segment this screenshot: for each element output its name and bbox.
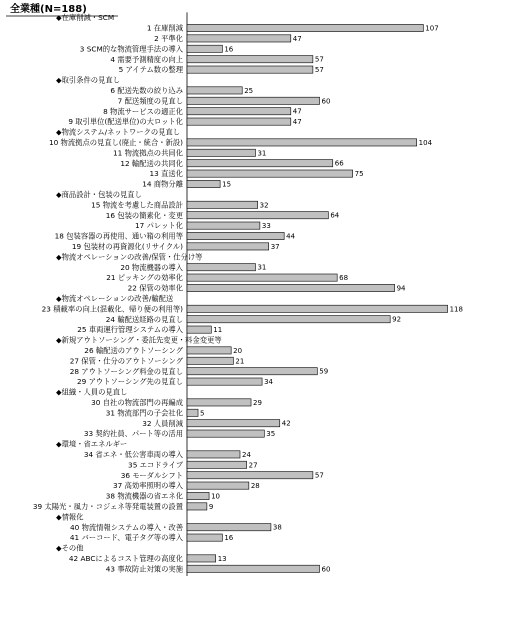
bar xyxy=(187,264,255,271)
category-label: 23 積載率の向上(混載化、帰り便の利用等) xyxy=(41,304,183,314)
group-label: ◆商品設計・包装の見直し xyxy=(56,190,142,199)
data-label: 11 xyxy=(213,326,223,335)
group-label: ◆物流システム/ネットワークの見直し xyxy=(56,127,181,137)
group-label: ◆環境・省エネルギー xyxy=(56,439,128,449)
category-label: 18 包装容器の再使用、通い箱の利用等 xyxy=(54,231,183,241)
data-label: 16 xyxy=(224,45,234,54)
bar xyxy=(187,565,320,572)
data-label: 60 xyxy=(321,565,331,574)
bar xyxy=(187,222,260,229)
category-label: 16 包装の簡素化・変更 xyxy=(105,210,183,220)
category-label: 30 自社の物流部門の再編成 xyxy=(91,398,183,407)
category-label: 22 保管の効率化 xyxy=(127,283,183,293)
bar xyxy=(187,305,448,312)
category-label: 6 配送先数の絞り込み xyxy=(110,86,183,95)
bar xyxy=(187,378,262,385)
category-label: 20 物流機器の導入 xyxy=(120,262,183,272)
category-label: 43 事故防止対策の実施 xyxy=(105,564,183,574)
bar xyxy=(187,170,353,177)
group-label: ◆情報化 xyxy=(56,512,84,522)
category-label: 3 SCM的な物流管理手法の導入 xyxy=(79,44,183,54)
bar xyxy=(187,45,222,52)
data-label: 37 xyxy=(270,242,280,251)
bar xyxy=(187,118,291,125)
category-label: 25 車両運行管理システムの導入 xyxy=(77,325,183,335)
category-label: 36 モーダルシフト xyxy=(120,470,183,480)
category-label: 13 直送化 xyxy=(149,169,183,179)
bar xyxy=(187,284,395,291)
data-label: 28 xyxy=(250,482,260,491)
group-label: ◆取引条件の見直し xyxy=(56,75,120,85)
bar xyxy=(187,430,264,437)
data-label: 32 xyxy=(259,201,269,210)
category-label: 32 人員削減 xyxy=(142,418,183,428)
bar xyxy=(187,357,233,364)
bar xyxy=(187,212,328,219)
data-label: 57 xyxy=(314,55,324,64)
category-label: 8 物流サービスの適正化 xyxy=(103,106,183,116)
data-label: 64 xyxy=(330,211,340,220)
bar xyxy=(187,555,216,562)
bar xyxy=(187,451,240,458)
category-label: 21 ピッキングの効率化 xyxy=(106,273,183,283)
rows-layer xyxy=(33,13,463,573)
data-label: 42 xyxy=(281,419,291,428)
bar xyxy=(187,56,313,63)
bar xyxy=(187,503,207,510)
category-label: 4 需要予測精度の向上 xyxy=(110,54,183,64)
bar xyxy=(187,97,320,104)
category-label: 41 バーコード、電子タグ等の導入 xyxy=(69,533,183,543)
bar xyxy=(187,274,337,281)
bar xyxy=(187,243,269,250)
category-label: 12 輸配送の共同化 xyxy=(120,158,183,168)
category-label: 31 物流部門の子会社化 xyxy=(105,408,183,418)
bar xyxy=(187,87,242,94)
data-label: 118 xyxy=(449,305,463,314)
group-label: ◆物流オペレーションの改善/保管・仕分け等 xyxy=(56,252,203,262)
bar xyxy=(187,66,313,73)
bar xyxy=(187,524,271,531)
bar xyxy=(187,368,317,375)
category-label: 39 太陽光・風力・コジェネ等発電装置の設置 xyxy=(32,502,183,511)
category-label: 37 高効率照明の導入 xyxy=(113,481,183,491)
data-label: 92 xyxy=(392,315,402,324)
group-label: ◆在庫削減・SCM xyxy=(56,13,115,23)
data-label: 68 xyxy=(339,274,349,283)
data-label: 75 xyxy=(354,170,364,179)
category-label: 29 アウトソーシング先の見直し xyxy=(77,377,183,387)
bar xyxy=(187,149,255,156)
category-label: 5 アイテム数の整理 xyxy=(118,65,183,75)
data-label: 21 xyxy=(235,357,245,366)
data-label: 10 xyxy=(211,492,221,501)
category-label: 34 省エネ・低公害車両の導入 xyxy=(83,450,183,459)
data-label: 107 xyxy=(425,24,439,33)
bar xyxy=(187,482,249,489)
data-label: 27 xyxy=(248,461,258,470)
bar xyxy=(187,472,313,479)
group-label: ◆新規アウトソーシング・委託先変更・料金変更等 xyxy=(56,335,222,345)
data-label: 57 xyxy=(314,471,324,480)
data-label: 29 xyxy=(253,398,262,407)
bar xyxy=(187,316,390,323)
category-label: 38 物流機器の省エネ化 xyxy=(105,491,183,501)
category-label: 27 保管・仕分のアウトソーシング xyxy=(69,356,183,366)
category-label: 42 ABCによるコスト管理の高度化 xyxy=(68,554,183,563)
category-label: 24 輸配送経路の見直し xyxy=(105,314,183,324)
bar xyxy=(187,35,291,42)
category-label: 11 物流拠点の共同化 xyxy=(113,148,183,158)
category-label: 17 パレット化 xyxy=(134,221,183,231)
category-label: 1 在庫削減 xyxy=(146,23,183,33)
category-label: 2 平準化 xyxy=(154,34,183,43)
data-label: 33 xyxy=(261,222,271,231)
category-label: 28 アウトソーシング料金の見直し xyxy=(69,366,183,376)
category-label: 14 商物分離 xyxy=(142,179,183,189)
data-label: 9 xyxy=(208,502,214,511)
category-label: 33 契約社員、パート等の活用 xyxy=(83,429,183,439)
category-label: 26 輸配送のアウトソーシング xyxy=(84,346,183,355)
bar xyxy=(187,420,280,427)
data-label: 38 xyxy=(272,523,282,532)
bar xyxy=(187,139,417,146)
category-label: 40 物流情報システムの導入・改善 xyxy=(69,522,183,532)
data-label: 24 xyxy=(242,450,251,459)
group-label: ◆物流オペレーションの改善/輸配送 xyxy=(56,294,174,303)
bar xyxy=(187,160,333,167)
data-label: 66 xyxy=(334,159,344,168)
category-label: 7 配送頻度の見直し xyxy=(117,96,183,106)
bar xyxy=(187,534,222,541)
data-label: 20 xyxy=(233,346,243,355)
bar xyxy=(187,180,220,187)
data-label: 25 xyxy=(244,86,254,95)
bar xyxy=(187,347,231,354)
group-label: ◆組織・人員の見直し xyxy=(56,387,128,397)
data-label: 60 xyxy=(321,97,331,106)
data-label: 5 xyxy=(200,409,205,418)
category-label: 19 包装材の再資源化(リサイクル) xyxy=(71,242,183,251)
bar xyxy=(187,108,291,115)
category-label: 15 物流を考慮した商品設計 xyxy=(91,200,183,210)
category-label: 35 エコドライブ xyxy=(128,460,183,470)
bar xyxy=(187,461,247,468)
data-label: 47 xyxy=(292,118,302,127)
data-label: 47 xyxy=(292,107,302,116)
group-label: ◆その他 xyxy=(56,543,84,553)
bar xyxy=(187,492,209,499)
bar xyxy=(187,326,211,333)
data-label: 94 xyxy=(396,284,406,293)
bar xyxy=(187,232,284,239)
data-label: 47 xyxy=(292,34,302,43)
data-label: 59 xyxy=(319,367,329,376)
data-label: 57 xyxy=(314,66,324,75)
data-label: 13 xyxy=(217,554,227,563)
data-label: 16 xyxy=(224,534,234,543)
bar xyxy=(187,399,251,406)
data-label: 34 xyxy=(264,378,274,387)
data-label: 104 xyxy=(418,138,433,147)
bar xyxy=(187,409,198,416)
data-label: 15 xyxy=(222,180,232,189)
data-label: 44 xyxy=(286,232,296,241)
data-label: 35 xyxy=(266,430,276,439)
bar xyxy=(187,24,423,31)
category-label: 9 取引単位(配送単位)の大ロット化 xyxy=(68,117,183,127)
data-label: 31 xyxy=(257,149,267,158)
data-label: 31 xyxy=(257,263,267,272)
bar xyxy=(187,201,258,208)
chart-title: 全業種(N=188) xyxy=(10,4,87,15)
category-label: 10 物流拠点の見直し(廃止・統合・新設) xyxy=(48,138,183,147)
